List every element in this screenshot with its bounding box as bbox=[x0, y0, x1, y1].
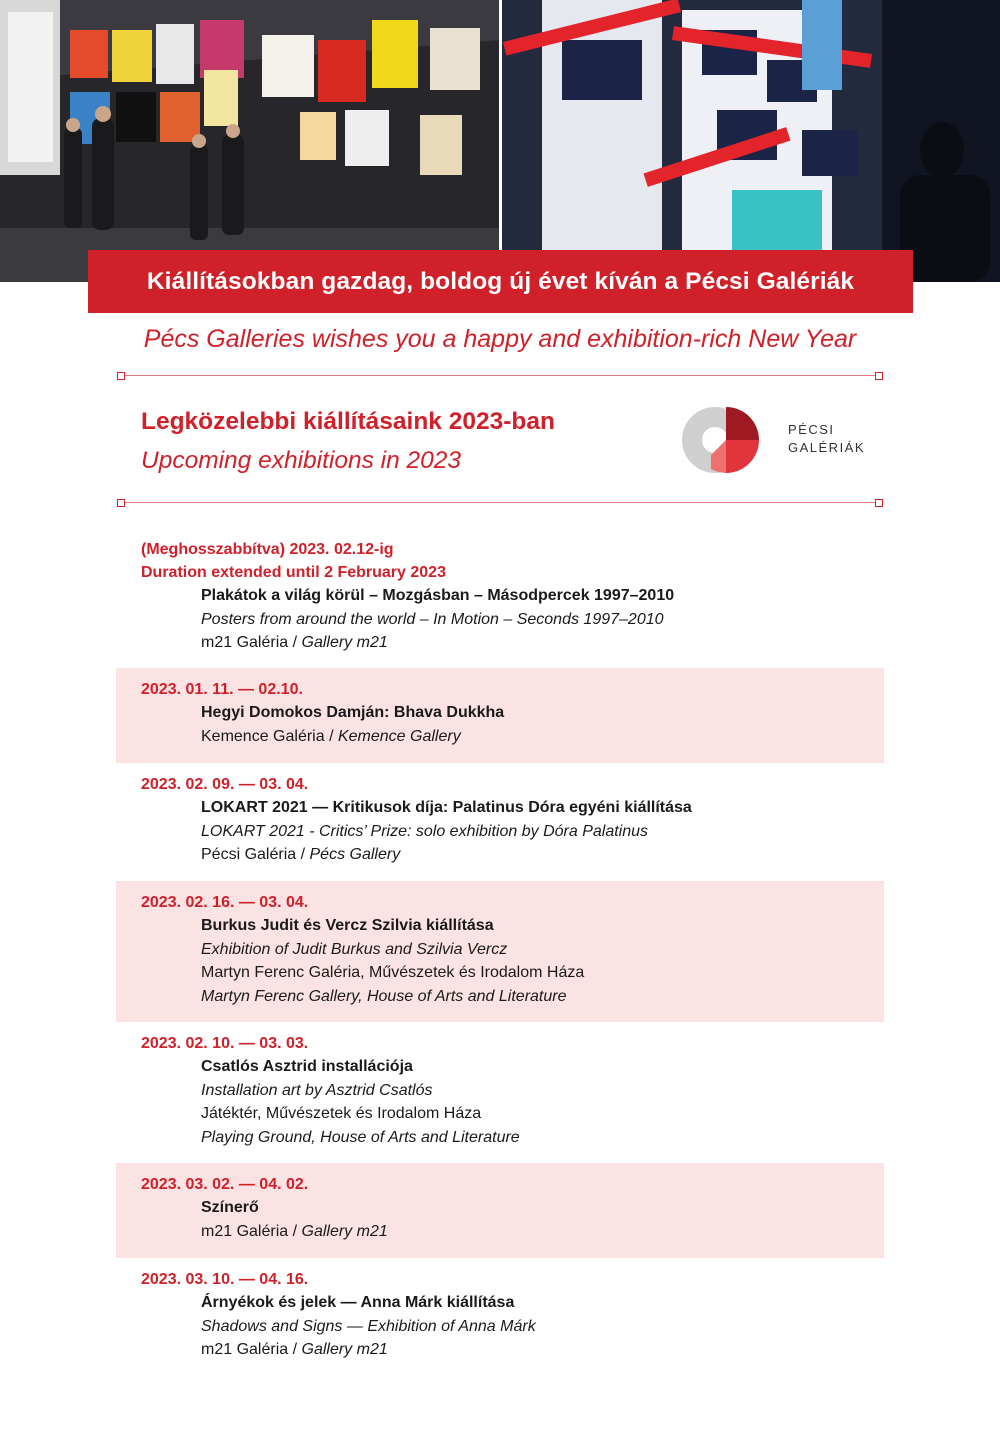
exhibition-item bbox=[116, 1022, 884, 1163]
venue-separator: / bbox=[324, 727, 338, 745]
logo-line-1: PÉCSI bbox=[788, 422, 835, 437]
exhibition-date: 2023. 03. 10. — 04. 16. bbox=[141, 1271, 309, 1288]
exhibition-venue bbox=[201, 631, 874, 655]
venue-hu: m21 Galéria bbox=[201, 634, 289, 651]
exhibition-date: 2023. 03. 02. — 04. 02. bbox=[141, 1176, 309, 1193]
exhibition-title-hu: Hegyi Domokos Damján: Bhava Dukkha bbox=[201, 704, 505, 721]
exhibition-venue-hu: Játéktér, Művészetek és Irodalom Háza bbox=[201, 1105, 482, 1122]
exhibition-title-hu: Színerő bbox=[201, 1199, 259, 1216]
venue-en: Kemence Gallery bbox=[337, 727, 461, 745]
exhibition-venue-hu: Martyn Ferenc Galéria, Művészetek és Irodalom Háza bbox=[201, 964, 585, 981]
exhibition-title-hu: Csatlós Asztrid installációja bbox=[201, 1058, 413, 1075]
exhibition-date: 2023. 02. 10. — 03. 03. bbox=[141, 1035, 309, 1052]
artwork-projection-photo bbox=[502, 0, 1000, 282]
venue-en: Gallery m21 bbox=[301, 634, 388, 651]
venue-hu: Kemence Galéria bbox=[201, 727, 325, 745]
exhibition-venue bbox=[201, 725, 874, 749]
exhibition-venue-en: Martyn Ferenc Gallery, House of Arts and Literature bbox=[201, 987, 567, 1005]
exhibition-title-en: Shadows and Signs — Exhibition of Anna Márk bbox=[201, 1317, 536, 1335]
exhibition-list bbox=[116, 528, 884, 1376]
logo-wordmark bbox=[788, 421, 865, 457]
exhibition-title-hu: Árnyékok és jelek — Anna Márk kiállítása bbox=[201, 1294, 515, 1311]
exhibition-item bbox=[116, 528, 884, 668]
exhibition-venue bbox=[201, 1220, 874, 1244]
exhibition-title-hu: LOKART 2021 — Kritikusok díja: Palatinus Dóra egyéni kiállítása bbox=[201, 799, 692, 816]
venue-en: Gallery m21 bbox=[301, 1222, 388, 1240]
header-photos bbox=[0, 0, 1000, 282]
exhibition-title-hu: Plakátok a világ körül – Mozgásban – Másodpercek 1997–2010 bbox=[201, 587, 675, 604]
venue-separator: / bbox=[288, 634, 302, 651]
gallery-visitors-photo bbox=[0, 0, 499, 282]
venue-hu: m21 Galéria bbox=[201, 1222, 289, 1240]
exhibition-item bbox=[116, 763, 884, 881]
exhibition-date: 2023. 02. 09. — 03. 04. bbox=[141, 776, 309, 793]
exhibition-venue-en: Playing Ground, House of Arts and Literature bbox=[201, 1128, 520, 1146]
venue-en: Gallery m21 bbox=[301, 1341, 388, 1358]
artwork-projection-illustration bbox=[502, 0, 1000, 282]
exhibition-date: (Meghosszabbítva) 2023. 02.12-ig bbox=[141, 541, 394, 558]
venue-en: Pécs Gallery bbox=[309, 846, 401, 863]
venue-separator: / bbox=[288, 1341, 302, 1358]
bottom-divider bbox=[117, 499, 883, 507]
exhibition-item bbox=[116, 1163, 884, 1258]
gallery-visitors-illustration bbox=[0, 0, 499, 282]
top-divider bbox=[117, 372, 883, 380]
section-title-hu: Legközelebbi kiállításaink 2023-ban bbox=[141, 408, 555, 435]
exhibition-title-en: LOKART 2021 - Critics’ Prize: solo exhibition by Dóra Palatinus bbox=[201, 822, 649, 840]
greeting-title-hu: Kiállításokban gazdag, boldog új évet kíván a Pécsi Galériák bbox=[146, 267, 855, 295]
section-title-en: Upcoming exhibitions in 2023 bbox=[141, 447, 462, 474]
exhibition-title-en: Installation art by Asztrid Csatlós bbox=[201, 1081, 433, 1099]
exhibition-item bbox=[116, 881, 884, 1022]
exhibition-title-en: Exhibition of Judit Burkus and Szilvia Vercz bbox=[201, 940, 508, 958]
exhibition-item bbox=[116, 668, 884, 763]
venue-separator: / bbox=[296, 846, 310, 863]
venue-hu: m21 Galéria bbox=[201, 1341, 289, 1358]
exhibition-date: 2023. 01. 11. — 02.10. bbox=[141, 681, 303, 698]
greeting-banner bbox=[88, 250, 913, 313]
exhibition-item bbox=[116, 1258, 884, 1376]
exhibition-venue bbox=[201, 843, 874, 867]
exhibition-title-hu: Burkus Judit és Vercz Szilvia kiállítása bbox=[201, 917, 494, 934]
exhibition-date-en: Duration extended until 2 February 2023 bbox=[141, 564, 446, 581]
venue-hu: Pécsi Galéria bbox=[201, 846, 297, 863]
venue-separator: / bbox=[288, 1222, 302, 1240]
exhibition-title-en: Posters from around the world – In Motion – Seconds 1997–2010 bbox=[201, 610, 664, 628]
logo-line-2: GALÉRIÁK bbox=[788, 440, 866, 455]
greeting-title-en: Pécs Galleries wishes you a happy and exhibition-rich New Year bbox=[143, 325, 857, 353]
exhibition-date: 2023. 02. 16. — 03. 04. bbox=[141, 894, 309, 911]
exhibition-venue bbox=[201, 1338, 874, 1362]
